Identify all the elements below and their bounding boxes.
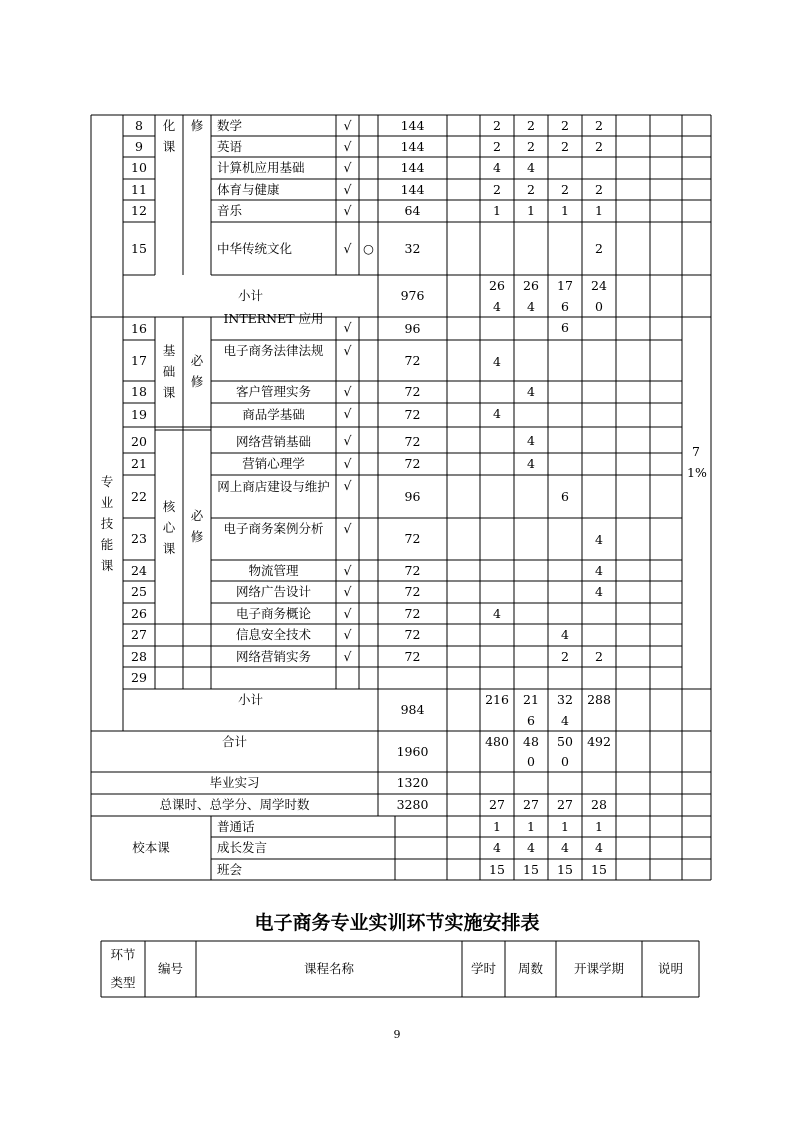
requirement-label: 必修 bbox=[190, 353, 204, 389]
semester-cell: 4 bbox=[493, 160, 501, 175]
semester-cell: 4 bbox=[527, 384, 535, 399]
school-course-semester: 1 bbox=[493, 818, 501, 834]
course-number: 24 bbox=[131, 562, 147, 578]
hours-cell: 96 bbox=[404, 320, 421, 336]
course-number: 19 bbox=[131, 407, 147, 422]
check-mark: √ bbox=[343, 160, 352, 175]
school-course-semester: 1 bbox=[527, 818, 535, 834]
course-number: 12 bbox=[131, 203, 147, 218]
subtotal-semester: 216 bbox=[485, 691, 509, 707]
subtotal-semester: 32 bbox=[557, 691, 573, 707]
grand-total-semester: 28 bbox=[591, 797, 607, 812]
check-mark: √ bbox=[343, 138, 352, 154]
total-hours: 1960 bbox=[396, 743, 429, 759]
school-course-semester: 4 bbox=[561, 840, 569, 855]
hours-cell: 64 bbox=[404, 203, 421, 218]
check-mark: √ bbox=[343, 384, 352, 399]
subgroup-label: 基础课 bbox=[162, 343, 176, 400]
school-course-semester: 1 bbox=[595, 818, 603, 834]
semester-cell: 1 bbox=[595, 203, 603, 218]
course-name: 客户管理实务 bbox=[235, 384, 311, 399]
check-mark: √ bbox=[343, 521, 352, 536]
grand-total-label: 总课时、总学分、周学时数 bbox=[159, 797, 310, 812]
check-mark: √ bbox=[343, 117, 352, 133]
hours-cell: 72 bbox=[404, 352, 421, 368]
semester-cell: 2 bbox=[595, 181, 603, 197]
table2-header: 环节 bbox=[110, 947, 136, 962]
semester-cell: 2 bbox=[493, 181, 501, 197]
course-name: 网上商店建设与维护 bbox=[217, 478, 330, 494]
hours-cell: 72 bbox=[404, 648, 421, 664]
semester-cell: 4 bbox=[595, 584, 603, 599]
hours-cell: 72 bbox=[404, 456, 421, 471]
table2-header: 课程名称 bbox=[303, 961, 354, 976]
hours-cell: 72 bbox=[404, 627, 421, 642]
semester-cell: 2 bbox=[595, 138, 603, 154]
circle-mark: ○ bbox=[363, 240, 374, 256]
course-number: 20 bbox=[131, 433, 147, 449]
semester-cell: 2 bbox=[527, 117, 535, 133]
course-number: 15 bbox=[131, 240, 147, 256]
hours-cell: 32 bbox=[404, 240, 421, 256]
total-semester: 50 bbox=[557, 733, 573, 749]
hours-cell: 72 bbox=[404, 562, 421, 578]
page-number: 9 bbox=[393, 1028, 401, 1041]
semester-cell: 4 bbox=[493, 354, 501, 369]
hours-cell: 72 bbox=[404, 531, 421, 546]
subtotal-semester: 26 bbox=[523, 277, 539, 293]
semester-cell: 2 bbox=[561, 649, 569, 664]
school-course-name: 成长发言 bbox=[217, 840, 268, 855]
semester-cell: 4 bbox=[561, 627, 569, 642]
total-semester: 480 bbox=[485, 733, 509, 749]
semester-cell: 2 bbox=[595, 117, 603, 133]
course-name: 电子商务概论 bbox=[235, 605, 311, 621]
school-course-semester: 15 bbox=[523, 861, 539, 877]
course-number: 27 bbox=[131, 627, 147, 642]
school-course-semester: 4 bbox=[595, 840, 603, 855]
subtotal-semester: 6 bbox=[527, 712, 535, 728]
group-label: 专业技能课 bbox=[100, 473, 114, 573]
requirement-label: 必修 bbox=[190, 508, 204, 544]
course-number: 9 bbox=[135, 138, 143, 154]
total-label: 合计 bbox=[221, 733, 247, 749]
course-number: 29 bbox=[131, 670, 147, 685]
semester-cell: 1 bbox=[493, 203, 501, 218]
check-mark: √ bbox=[343, 606, 352, 621]
semester-cell: 2 bbox=[561, 138, 569, 154]
check-mark: √ bbox=[343, 343, 352, 358]
check-mark: √ bbox=[343, 649, 352, 664]
hours-cell: 72 bbox=[404, 407, 421, 422]
check-mark: √ bbox=[343, 406, 352, 421]
course-name: 商品学基础 bbox=[242, 407, 305, 422]
course-number: 17 bbox=[131, 352, 147, 368]
subtotal-hours: 984 bbox=[400, 702, 425, 717]
subtotal-semester: 0 bbox=[595, 298, 603, 314]
subtotal-semester: 26 bbox=[489, 277, 505, 293]
school-course-semester: 15 bbox=[489, 861, 505, 877]
course-number: 10 bbox=[131, 160, 147, 175]
course-name: 数学 bbox=[217, 117, 243, 133]
subtotal-semester: 288 bbox=[587, 691, 611, 707]
hours-cell: 144 bbox=[400, 138, 425, 154]
category-label: 修 bbox=[190, 118, 204, 133]
internship-label: 毕业实习 bbox=[209, 775, 260, 790]
semester-cell: 1 bbox=[527, 203, 535, 218]
check-mark: √ bbox=[343, 203, 352, 218]
total-semester: 48 bbox=[523, 733, 539, 749]
course-name: 体育与健康 bbox=[217, 181, 280, 197]
school-course-semester: 15 bbox=[557, 861, 573, 877]
course-name: 英语 bbox=[217, 138, 243, 154]
check-mark: √ bbox=[343, 456, 352, 471]
course-number: 26 bbox=[131, 605, 147, 621]
check-mark: √ bbox=[343, 181, 352, 197]
course-name: 电子商务法律法规 bbox=[223, 342, 324, 358]
course-name: 音乐 bbox=[217, 203, 243, 218]
subtotal-label: 小计 bbox=[237, 288, 263, 303]
school-course-semester: 1 bbox=[561, 818, 569, 834]
course-number: 22 bbox=[131, 488, 147, 504]
semester-cell: 2 bbox=[493, 138, 501, 154]
semester-cell: 1 bbox=[561, 203, 569, 218]
semester-cell: 4 bbox=[493, 606, 501, 621]
check-mark: √ bbox=[343, 320, 352, 335]
check-mark: √ bbox=[343, 627, 352, 642]
hours-cell: 72 bbox=[404, 605, 421, 621]
hours-cell: 72 bbox=[404, 433, 421, 449]
subgroup-label: 核心课 bbox=[162, 499, 176, 556]
school-course-semester: 15 bbox=[591, 861, 607, 877]
semester-cell: 2 bbox=[595, 240, 603, 256]
internship-hours: 1320 bbox=[396, 775, 429, 790]
grand-total-hours: 3280 bbox=[396, 797, 429, 812]
subtotal-semester: 6 bbox=[561, 298, 569, 314]
course-number: 25 bbox=[131, 584, 147, 599]
semester-cell: 2 bbox=[561, 181, 569, 197]
hours-cell: 144 bbox=[400, 181, 425, 197]
semester-cell: 2 bbox=[493, 117, 501, 133]
semester-cell: 4 bbox=[527, 456, 535, 471]
check-mark: √ bbox=[343, 433, 352, 448]
subtotal-hours: 976 bbox=[400, 288, 425, 303]
semester-cell: 2 bbox=[595, 649, 603, 664]
check-mark: √ bbox=[343, 478, 352, 493]
subtotal-semester: 21 bbox=[523, 691, 539, 707]
total-semester: 0 bbox=[561, 754, 569, 769]
semester-cell: 2 bbox=[527, 181, 535, 197]
course-number: 18 bbox=[131, 384, 147, 399]
semester-cell: 6 bbox=[561, 489, 569, 504]
semester-cell: 6 bbox=[561, 320, 569, 335]
course-number: 28 bbox=[131, 648, 147, 664]
course-name: 网络营销实务 bbox=[235, 648, 311, 664]
grand-total-semester: 27 bbox=[523, 797, 539, 812]
grand-total-semester: 27 bbox=[489, 797, 505, 812]
ratio-label: 71% bbox=[687, 443, 707, 480]
semester-cell: 4 bbox=[527, 433, 535, 448]
semester-cell: 4 bbox=[527, 160, 535, 175]
school-course-name: 普通话 bbox=[217, 818, 255, 834]
course-name: 营销心理学 bbox=[242, 456, 305, 471]
course-number: 23 bbox=[131, 531, 147, 546]
total-semester: 492 bbox=[587, 733, 611, 749]
table2-header: 类型 bbox=[110, 975, 136, 990]
table2-header: 说明 bbox=[657, 961, 683, 976]
check-mark: √ bbox=[343, 563, 352, 578]
hours-cell: 72 bbox=[404, 584, 421, 599]
course-number: 8 bbox=[135, 117, 143, 133]
school-course-semester: 4 bbox=[493, 840, 501, 855]
semester-cell: 4 bbox=[595, 532, 603, 547]
table2-header: 编号 bbox=[157, 961, 183, 976]
subtotal-semester: 4 bbox=[527, 298, 535, 314]
course-name: INTERNET 应用 bbox=[223, 310, 324, 326]
semester-cell: 2 bbox=[527, 138, 535, 154]
semester-cell: 2 bbox=[561, 117, 569, 133]
school-course-name: 班会 bbox=[217, 861, 243, 877]
course-name: 中华传统文化 bbox=[217, 240, 293, 256]
semester-cell: 4 bbox=[595, 563, 603, 578]
check-mark: √ bbox=[343, 584, 352, 599]
check-mark: √ bbox=[343, 240, 352, 256]
course-number: 21 bbox=[131, 456, 147, 471]
hours-cell: 96 bbox=[404, 488, 421, 504]
course-number: 11 bbox=[131, 181, 147, 197]
school-course-semester: 4 bbox=[527, 840, 535, 855]
course-name: 计算机应用基础 bbox=[217, 160, 305, 175]
course-name: 网络营销基础 bbox=[235, 433, 311, 449]
subtotal-label: 小计 bbox=[237, 691, 263, 707]
semester-cell: 4 bbox=[493, 406, 501, 421]
category-label: 化课 bbox=[162, 118, 176, 154]
hours-cell: 144 bbox=[400, 117, 425, 133]
table2-header: 学时 bbox=[470, 961, 496, 976]
course-name: 信息安全技术 bbox=[235, 627, 311, 642]
school-course-label: 校本课 bbox=[132, 840, 170, 855]
course-name: 物流管理 bbox=[248, 562, 299, 578]
subtotal-semester: 4 bbox=[561, 712, 569, 728]
course-number: 16 bbox=[131, 320, 147, 336]
hours-cell: 144 bbox=[400, 160, 425, 175]
hours-cell: 72 bbox=[404, 384, 421, 399]
course-name: 网络广告设计 bbox=[235, 584, 311, 599]
subtotal-semester: 4 bbox=[493, 298, 501, 314]
subtotal-semester: 24 bbox=[591, 277, 607, 293]
grand-total-semester: 27 bbox=[557, 797, 573, 812]
table2-header: 周数 bbox=[517, 961, 543, 976]
section-title: 电子商务专业实训环节实施安排表 bbox=[254, 912, 540, 934]
table2-header: 开课学期 bbox=[573, 961, 624, 976]
subtotal-semester: 17 bbox=[557, 277, 573, 293]
total-semester: 0 bbox=[527, 754, 535, 769]
course-name: 电子商务案例分析 bbox=[223, 521, 324, 536]
